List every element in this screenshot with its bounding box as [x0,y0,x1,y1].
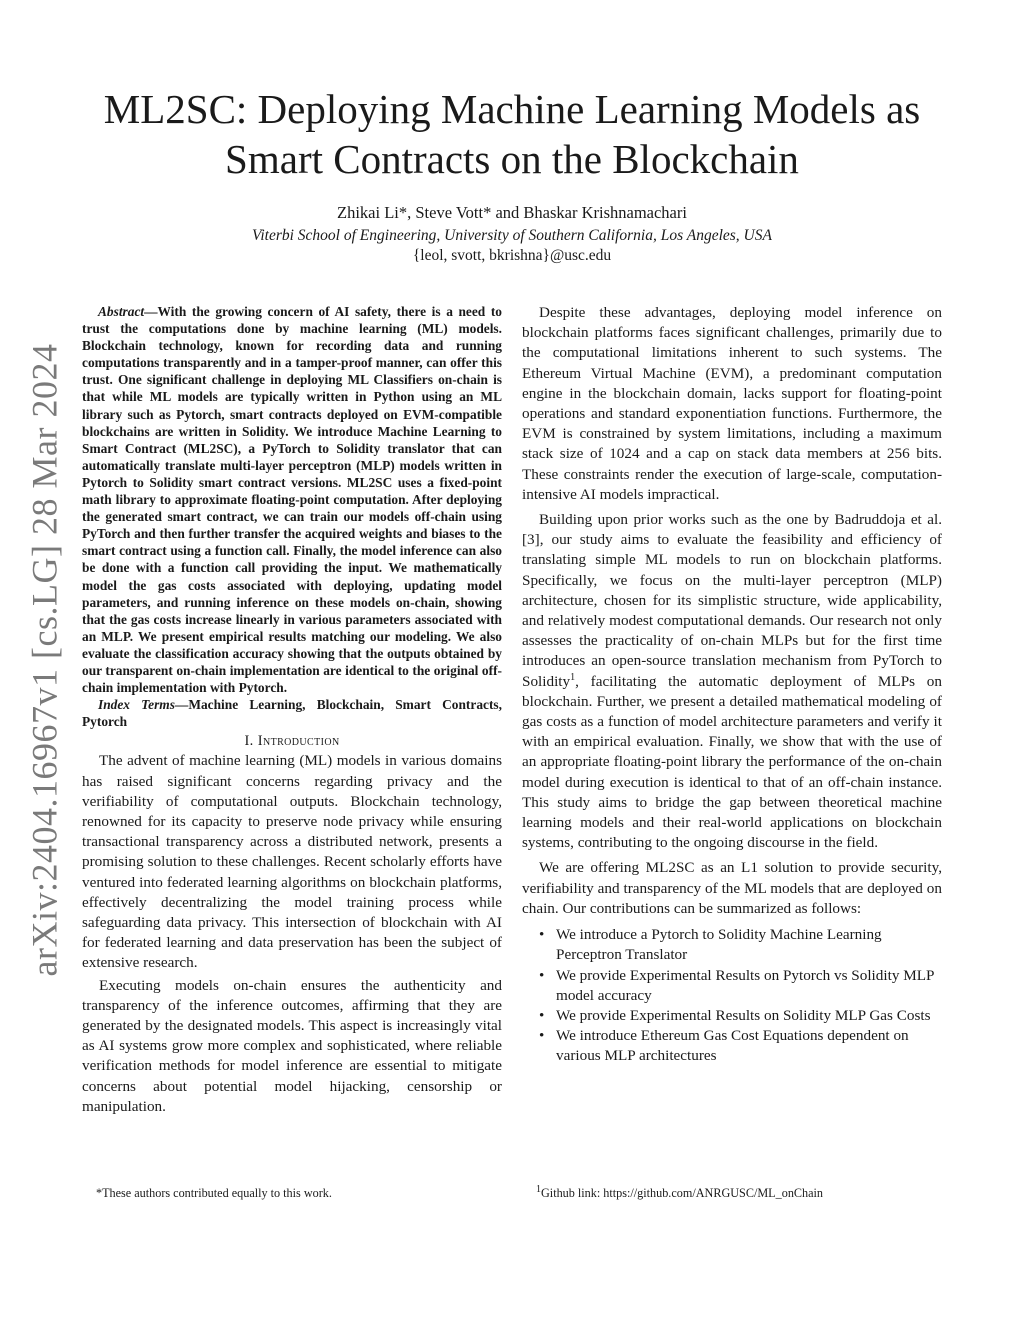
intro-paragraph: The advent of machine learning (ML) models in various domains has raised significant concerns regarding privacy and the verifiability of computational outputs. Blockchain technology, renowned for its capacity to preserve node privacy while ensuring transactional transparency across a distributed network, presents a promising solution to these challenges. Recent scholarly efforts have ventured into federated learning algorithms on blockchain platforms, effectively decentralizing the model training process while safeguarding data privacy. This intersection of blockchain with AI for federated learning and data preservation has been the subject of extensive research. [82,752,502,972]
index-terms-text: Machine Learning, Blockchain, Smart Contracts, Pytorch [82,697,502,730]
body-paragraph: We are offering ML2SC as an L1 solution to provide security, verifiability and transparency of the ML models that are deployed on chain. Our contributions can be summarized as follows: [522,859,942,917]
emails: {leol, svott, bkrishna}@usc.edu [412,247,612,264]
paper-title: ML2SC: Deploying Machine Learning Models as Smart Contracts on the Blockchain [103,86,921,182]
bullet: • [539,926,545,944]
section-heading: I. Introduction [244,733,340,750]
list-item-text: We provide Experimental Results on Pytorch vs Solidity MLP model accuracy [556,966,934,1004]
abstract-label: Abstract [98,304,145,319]
list-item [522,1026,942,1066]
footnote-equal-contribution: *These authors contributed equally to this work. [96,1186,332,1200]
list-item [522,925,942,965]
list-item-text: We introduce Ethereum Gas Cost Equations dependent on various MLP architectures [556,1027,909,1065]
list-item [522,1006,942,1026]
affiliation: Viterbi School of Engineering, University of Southern California, Los Angeles, USA [252,227,772,244]
list-item-text: We provide Experimental Results on Solidity MLP Gas Costs [556,1006,931,1024]
arxiv-stamp-container [4,343,84,977]
intro-paragraph: Executing models on-chain ensures the authenticity and transparency of the inference outcomes, affirming that they are generated by the designated models. This aspect is increasingly vital as AI systems grow more complex and sophisticated, where reliable verification methods for model inference are essential to mitigate concerns about potential model hijacking, censorship or manipulation. [82,976,502,1115]
index-terms: Index Terms—Machine Learning, Blockchain, Smart Contracts, Pytorch [82,697,502,730]
right-column [522,303,942,1067]
bullet: • [539,1006,545,1024]
contributions-list [522,925,942,1066]
footnote-github-text: Github link: https://github.com/ANRGUSC/ML_onChain [541,1186,824,1200]
list-item-text: We introduce a Pytorch to Solidity Machine Learning Perceptron Translator [556,926,882,964]
abstract-text: With the growing concern of AI safety, there is a need to trust the computations done by machine learning (ML) models. Blockchain technology, known for recording data and running computations transparently and in a tamper-proof manner, can offer this trust. One significant challenge in deploying ML Classifiers on-chain is that while ML models are typically written in Python using an ML library such as Pytorch, smart contracts deployed on EVM-compatible blockchains are written in Solidity. We introduce Machine Learning to Smart Contract (ML2SC), a PyTorch to Solidity translator that can automatically translate multi-layer perceptron (MLP) models written in Pytorch to Solidity smart contract versions. ML2SC uses a fixed-point math library to approximate floating-point computation. After deploying the generated smart contract, we can train our models off-chain using PyTorch and then further transfer the acquired weights and biases to the smart contract using a function call. Finally, the model inference can also be done with a function call providing the input. We mathematically model the gas costs associated with deploying, updating model parameters, and running inference on these models on-chain, showing that the gas costs increase linearly in various parameters associated with an MLP. We present empirical results matching our modeling. We also evaluate the classification accuracy showing that the outputs obtained by our transparent on-chain implementation are identical to the original off-chain implementation with Pytorch. [82,304,502,696]
footnote-mark: 1 [570,671,576,683]
body-paragraph: Despite these advantages, deploying model inference on blockchain platforms faces significant challenges, primarily due to the computational limitations inherent to such systems. The Ethereum Virtual Machine (EVM), a predominant computation engine in the blockchain domain, lacks support for floating-point operations and standard exponentiation functions. Furthermore, the EVM is constrained by system limitations, including a maximum stack size of 1024 and a cap on stack data members at 256 bits. These constraints render the execution of large-scale, computation-intensive AI models impractical. [522,304,942,503]
abstract: Abstract—With the growing concern of AI safety, there is a need to trust the computations done by machine learning (ML) models. Blockchain technology, known for recording data and running computations transparently and in a tamper-proof manner, can offer this trust. One significant challenge in deploying ML Classifiers on-chain is that while ML models are typically written in Python using an ML library such as Pytorch, smart contracts deployed on EVM-compatible blockchains are written in Solidity. We introduce Machine Learning to Smart Contract (ML2SC), a PyTorch to Solidity translator that can automatically translate multi-layer perceptron (MLP) models written in Pytorch to Solidity smart contract versions. ML2SC uses a fixed-point math library to approximate floating-point computation. After deploying the generated smart contract, we can train our models off-chain using PyTorch and then further transfer the acquired weights and biases to the smart contract using a function call. Finally, the model inference can also be done with a function call providing the input. We mathematically model the gas costs associated with deploying, updating model parameters, and running inference on these models on-chain, showing that the gas costs increase linearly in various parameters associated with an MLP. We present empirical results matching our modeling. We also evaluate the classification accuracy showing that the outputs obtained by our transparent on-chain implementation are identical to the original off-chain implementation with Pytorch. [82,304,502,696]
list-item [522,966,942,1006]
left-column [82,303,502,1117]
body-paragraph-tail: , facilitating the automatic deployment of MLPs on blockchain. Further, we present a detailed mathematical modeling of gas costs as a function of model architecture parameters and verify it with an empirical evaluation. Finally, we show that with the use of an appropriate floating-point library the performance of the on-chain model during execution is identical to that of an off-chain instance. This study aims to bridge the gap between theoretical machine learning models and their real-world applications on blockchain systems, contributing to the ongoing discourse in the field. [522,672,942,852]
index-terms-label: Index Terms [98,697,175,713]
authors: Zhikai Li*, Steve Vott* and Bhaskar Krishnamachari [337,203,687,222]
bullet: • [539,966,545,984]
bullet: • [539,1027,545,1045]
body-paragraph [522,510,942,853]
footnote-mark: 1 [536,1183,541,1195]
footnote-github [536,1183,976,1201]
body-paragraph-head: Building upon prior works such as the one by Badruddoja et al. [3], our study aims to evaluate the feasibility and efficiency of translating simple ML models to run on blockchain platforms. Specifically, we focus on the multi-layer perceptron (MLP) architecture, chosen for its simplistic structure, wide applicability, and relatively modest computational demands. Our research not only assesses the practicality of on-chain MLPs but for the first time introduces an open-source translation mechanism from PyTorch to Solidity [522,511,942,690]
arxiv-stamp: arXiv:2404.16967v1 [cs.LG] 28 Mar 2024 [24,343,64,977]
